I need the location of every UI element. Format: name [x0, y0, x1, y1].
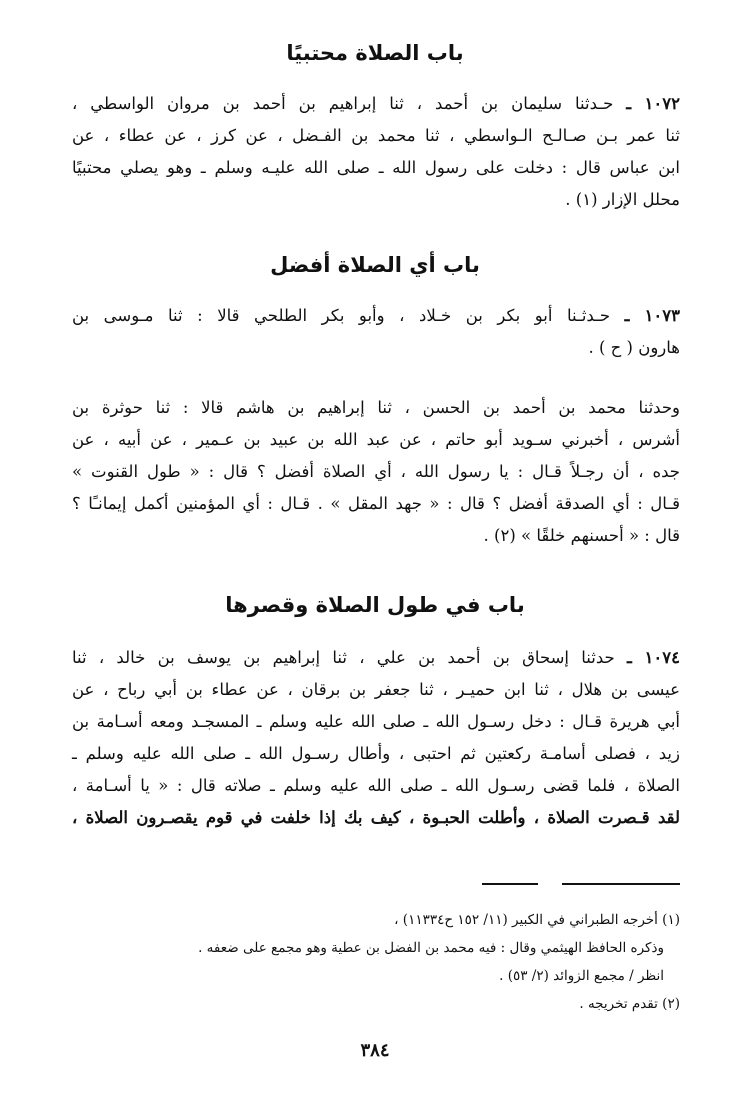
- text-line: قال : « أحسنهم خلقًا » (٢) .: [483, 526, 680, 545]
- text-line: ثنا عمر بـن صـالـح الـواسطي ، ثنا محمد بن الفـضل ، عن كرز ، عن عطاء ، عن: [72, 126, 680, 145]
- footnote-separator: [562, 883, 680, 885]
- text-line: أبي هريرة قـال : دخل رسـول الله ـ صلى الله عليه وسلم ـ المسجـد ومعه أسـامة بن: [72, 712, 680, 731]
- footnotes: [120, 906, 680, 1018]
- text-line: ١٠٧٢ ـ حـدثنا سليمان بن أحمد ، ثنا إبراهيم بن أحمد بن مروان الواسطي ،: [72, 94, 680, 113]
- text-line: وحدثنا محمد بن أحمد بن الحسن ، ثنا إبراهيم بن هاشم قالا : ثنا حوثرة بن: [72, 398, 680, 417]
- text-line: ابن عباس قال : دخلت على رسول الله ـ صلى الله عليـه وسلم ـ وهو يصلي محتبيًا: [72, 158, 680, 177]
- hadith-paragraph: [72, 300, 680, 364]
- page-number: ٣٨٤: [360, 1040, 390, 1061]
- footnote-separator: [482, 883, 538, 885]
- text-line: لقد قـصرت الصلاة ، وأطلت الحبـوة ، كيف بك إذا خلفت في قوم يقصـرون الصلاة ،: [72, 808, 680, 827]
- footnote-line: (٢) تقدم تخريجه .: [579, 996, 680, 1012]
- text-line: محلل الإزار (١) .: [565, 190, 680, 209]
- text-line: زيد ، فصلى أسامـة ركعتين ثم احتبى ، وأطال رسـول الله ـ صلى الله عليه وسلم ـ: [72, 744, 680, 763]
- text-line: قـال : أي الصدقة أفضل ؟ قال : « جهد المقل » . قـال : أي المؤمنين أكمل إيمانـًا ؟: [72, 494, 680, 513]
- text-line: الصلاة ، فلما قضى رسـول الله ـ صلى الله عليه وسلم ـ صلاته قال : « يا أسـامة ،: [72, 776, 680, 795]
- footnote-line: وذكره الحافظ الهيثمي وقال : فيه محمد بن الفضل بن عطية وهو مجمع على ضعفه .: [198, 940, 664, 956]
- hadith-paragraph: [72, 88, 680, 216]
- footnote-line: (١) أخرجه الطبراني في الكبير (١١/ ١٥٢ ح١١٣٣٤) ،: [394, 912, 680, 928]
- footnote-line: انظر / مجمع الزوائد (٢/ ٥٣) .: [499, 968, 664, 984]
- text-line: أشرس ، أخبرني سـويد أبو حاتم ، عن عبد الله بن عبيد بن عـمير ، عن أبيه ، عن: [72, 430, 680, 449]
- text-line: ١٠٧٤ ـ حدثنا إسحاق بن أحمد بن علي ، ثنا إبراهيم بن يوسف بن خالد ، ثنا: [72, 648, 680, 667]
- hadith-number: ١٠٧٤ ـ: [626, 648, 680, 667]
- text-line: هارون ( ح ) .: [588, 338, 680, 357]
- hadith-paragraph: [72, 642, 680, 834]
- hadith-number: ١٠٧٣ ـ: [624, 306, 680, 325]
- section-heading: باب الصلاة محتبيًا: [286, 41, 464, 65]
- text-line: ١٠٧٣ ـ حـدثـنا أبو بكر بن خـلاد ، وأبو بكر الطلحي قالا : ثنا مـوسى بن: [72, 306, 680, 325]
- section-heading: باب أي الصلاة أفضل: [270, 253, 480, 277]
- text-line: عيسى بن هلال ، ثنا ابن حميـر ، ثنا جعفر بن برقان ، عن عطاء بن أبي رباح ، عن: [72, 680, 680, 699]
- hadith-paragraph: [72, 392, 680, 552]
- section-heading: باب في طول الصلاة وقصرها: [225, 593, 525, 617]
- text-line: جده ، أن رجـلاً قـال : يا رسول الله ، أي الصلاة أفضل ؟ قال : « طول القنوت »: [72, 462, 680, 481]
- hadith-number: ١٠٧٢ ـ: [626, 94, 680, 113]
